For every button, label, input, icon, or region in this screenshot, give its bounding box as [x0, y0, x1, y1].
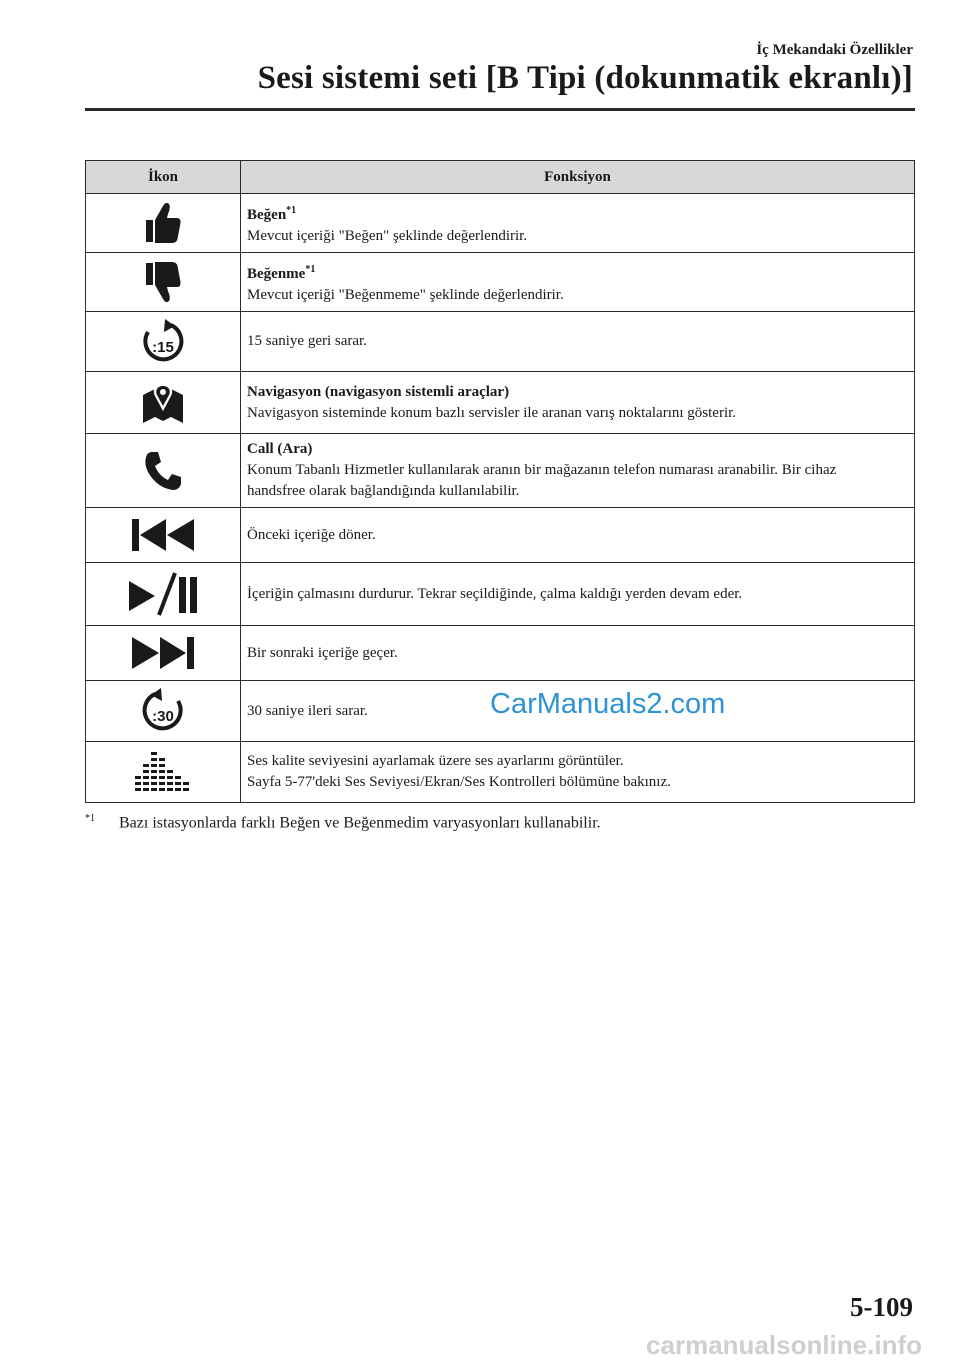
description-cell: [241, 563, 915, 626]
column-header-icon: İkon: [86, 161, 241, 194]
icon-cell: [86, 508, 241, 563]
svg-text::30: :30: [152, 708, 174, 725]
function-title: Beğen$^{*1}$: [247, 204, 297, 223]
footnote-mark: *1: [85, 813, 95, 824]
skip-previous-icon: [130, 517, 196, 553]
table-row-previous: [86, 508, 915, 563]
table-header-row: [86, 161, 915, 194]
icon-cell: [86, 681, 241, 742]
phone-icon: [143, 450, 183, 492]
footnote: [85, 813, 601, 832]
description-cell: [241, 253, 915, 312]
description-text: handsfree olarak bağlandığında kullanılabilir.: [247, 483, 520, 499]
skip-next-icon: [130, 635, 196, 671]
icon-cell: [86, 626, 241, 681]
table-row-like: [86, 194, 915, 253]
forward-30-icon: [141, 688, 185, 734]
navigation-map-icon: [141, 381, 185, 425]
equalizer-icon: [135, 750, 191, 794]
function-title: Beğenme$^{*1}$: [247, 263, 316, 282]
description-cell: [241, 626, 915, 681]
function-title: Navigasyon (navigasyon sistemli araçlar): [247, 383, 510, 400]
title-rule: [85, 108, 915, 111]
table-row-next: [86, 626, 915, 681]
icon-cell: [86, 194, 241, 253]
watermark: CarManuals2.com: [490, 688, 726, 720]
description-text: 15 saniye geri sarar.: [247, 333, 367, 349]
table-row-navigation: [86, 372, 915, 434]
page-number: 5-109: [850, 1292, 913, 1322]
icon-cell: [86, 253, 241, 312]
description-text: 30 saniye ileri sarar.: [247, 702, 368, 719]
description-text: Sayfa 5-77'deki Ses Seviyesi/Ekran/Ses Kontrolleri bölümüne bakınız.: [247, 774, 671, 790]
icon-cell: [86, 742, 241, 803]
column-header-function: Fonksiyon: [241, 161, 915, 194]
description-text: Ses kalite seviyesini ayarlamak üzere ses ayarlarını görüntüler.: [247, 753, 624, 769]
description-text: Mevcut içeriği "Beğen" şeklinde değerlendirir.: [247, 227, 528, 244]
table-row-dislike: [86, 253, 915, 312]
thumbs-up-icon: [143, 201, 183, 245]
footnote-text: Bazı istasyonlarda farklı Beğen ve Beğenmedim varyasyonları kullanabilir.: [119, 814, 601, 832]
description-cell: [241, 434, 915, 508]
description-text: Konum Tabanlı Hizmetler kullanılarak aranın bir mağazanın telefon numarası aranabilir. Bir cihaz: [247, 462, 837, 478]
description-cell: [241, 372, 915, 434]
description-cell: [241, 312, 915, 372]
thumbs-down-icon: [143, 260, 183, 304]
section-label: İç Mekandaki Özellikler: [756, 42, 913, 58]
description-text: Bir sonraki içeriğe geçer.: [247, 644, 398, 661]
function-title: Call (Ara): [247, 441, 313, 457]
table-row-rewind-15: [86, 312, 915, 372]
description-text: Navigasyon sisteminde konum bazlı servisler ile aranan varış noktalarını gösterir.: [247, 404, 737, 421]
description-cell: [241, 508, 915, 563]
site-footer: carmanualsonline.info: [646, 1330, 922, 1360]
description-text: Önceki içeriğe döner.: [247, 526, 376, 543]
page-title: Sesi sistemi seti [B Tipi (dokunmatik ekranlı)]: [257, 60, 913, 96]
play-pause-icon: [127, 571, 199, 617]
icon-cell: [86, 563, 241, 626]
icon-cell: [86, 434, 241, 508]
description-cell: [241, 194, 915, 253]
table-row-play-pause: [86, 563, 915, 626]
icon-cell: [86, 372, 241, 434]
description-text: İçeriğin çalmasını durdurur. Tekrar seçildiğinde, çalma kaldığı yerden devam eder.: [247, 585, 743, 602]
description-cell: [241, 742, 915, 803]
icon-cell: [86, 312, 241, 372]
svg-text::15: :15: [152, 338, 174, 356]
table-row-equalizer: [86, 742, 915, 803]
table-row-call: [86, 434, 915, 508]
rewind-15-icon: [141, 319, 185, 365]
description-text: Mevcut içeriği "Beğenmeme" şeklinde değerlendirir.: [247, 286, 564, 303]
